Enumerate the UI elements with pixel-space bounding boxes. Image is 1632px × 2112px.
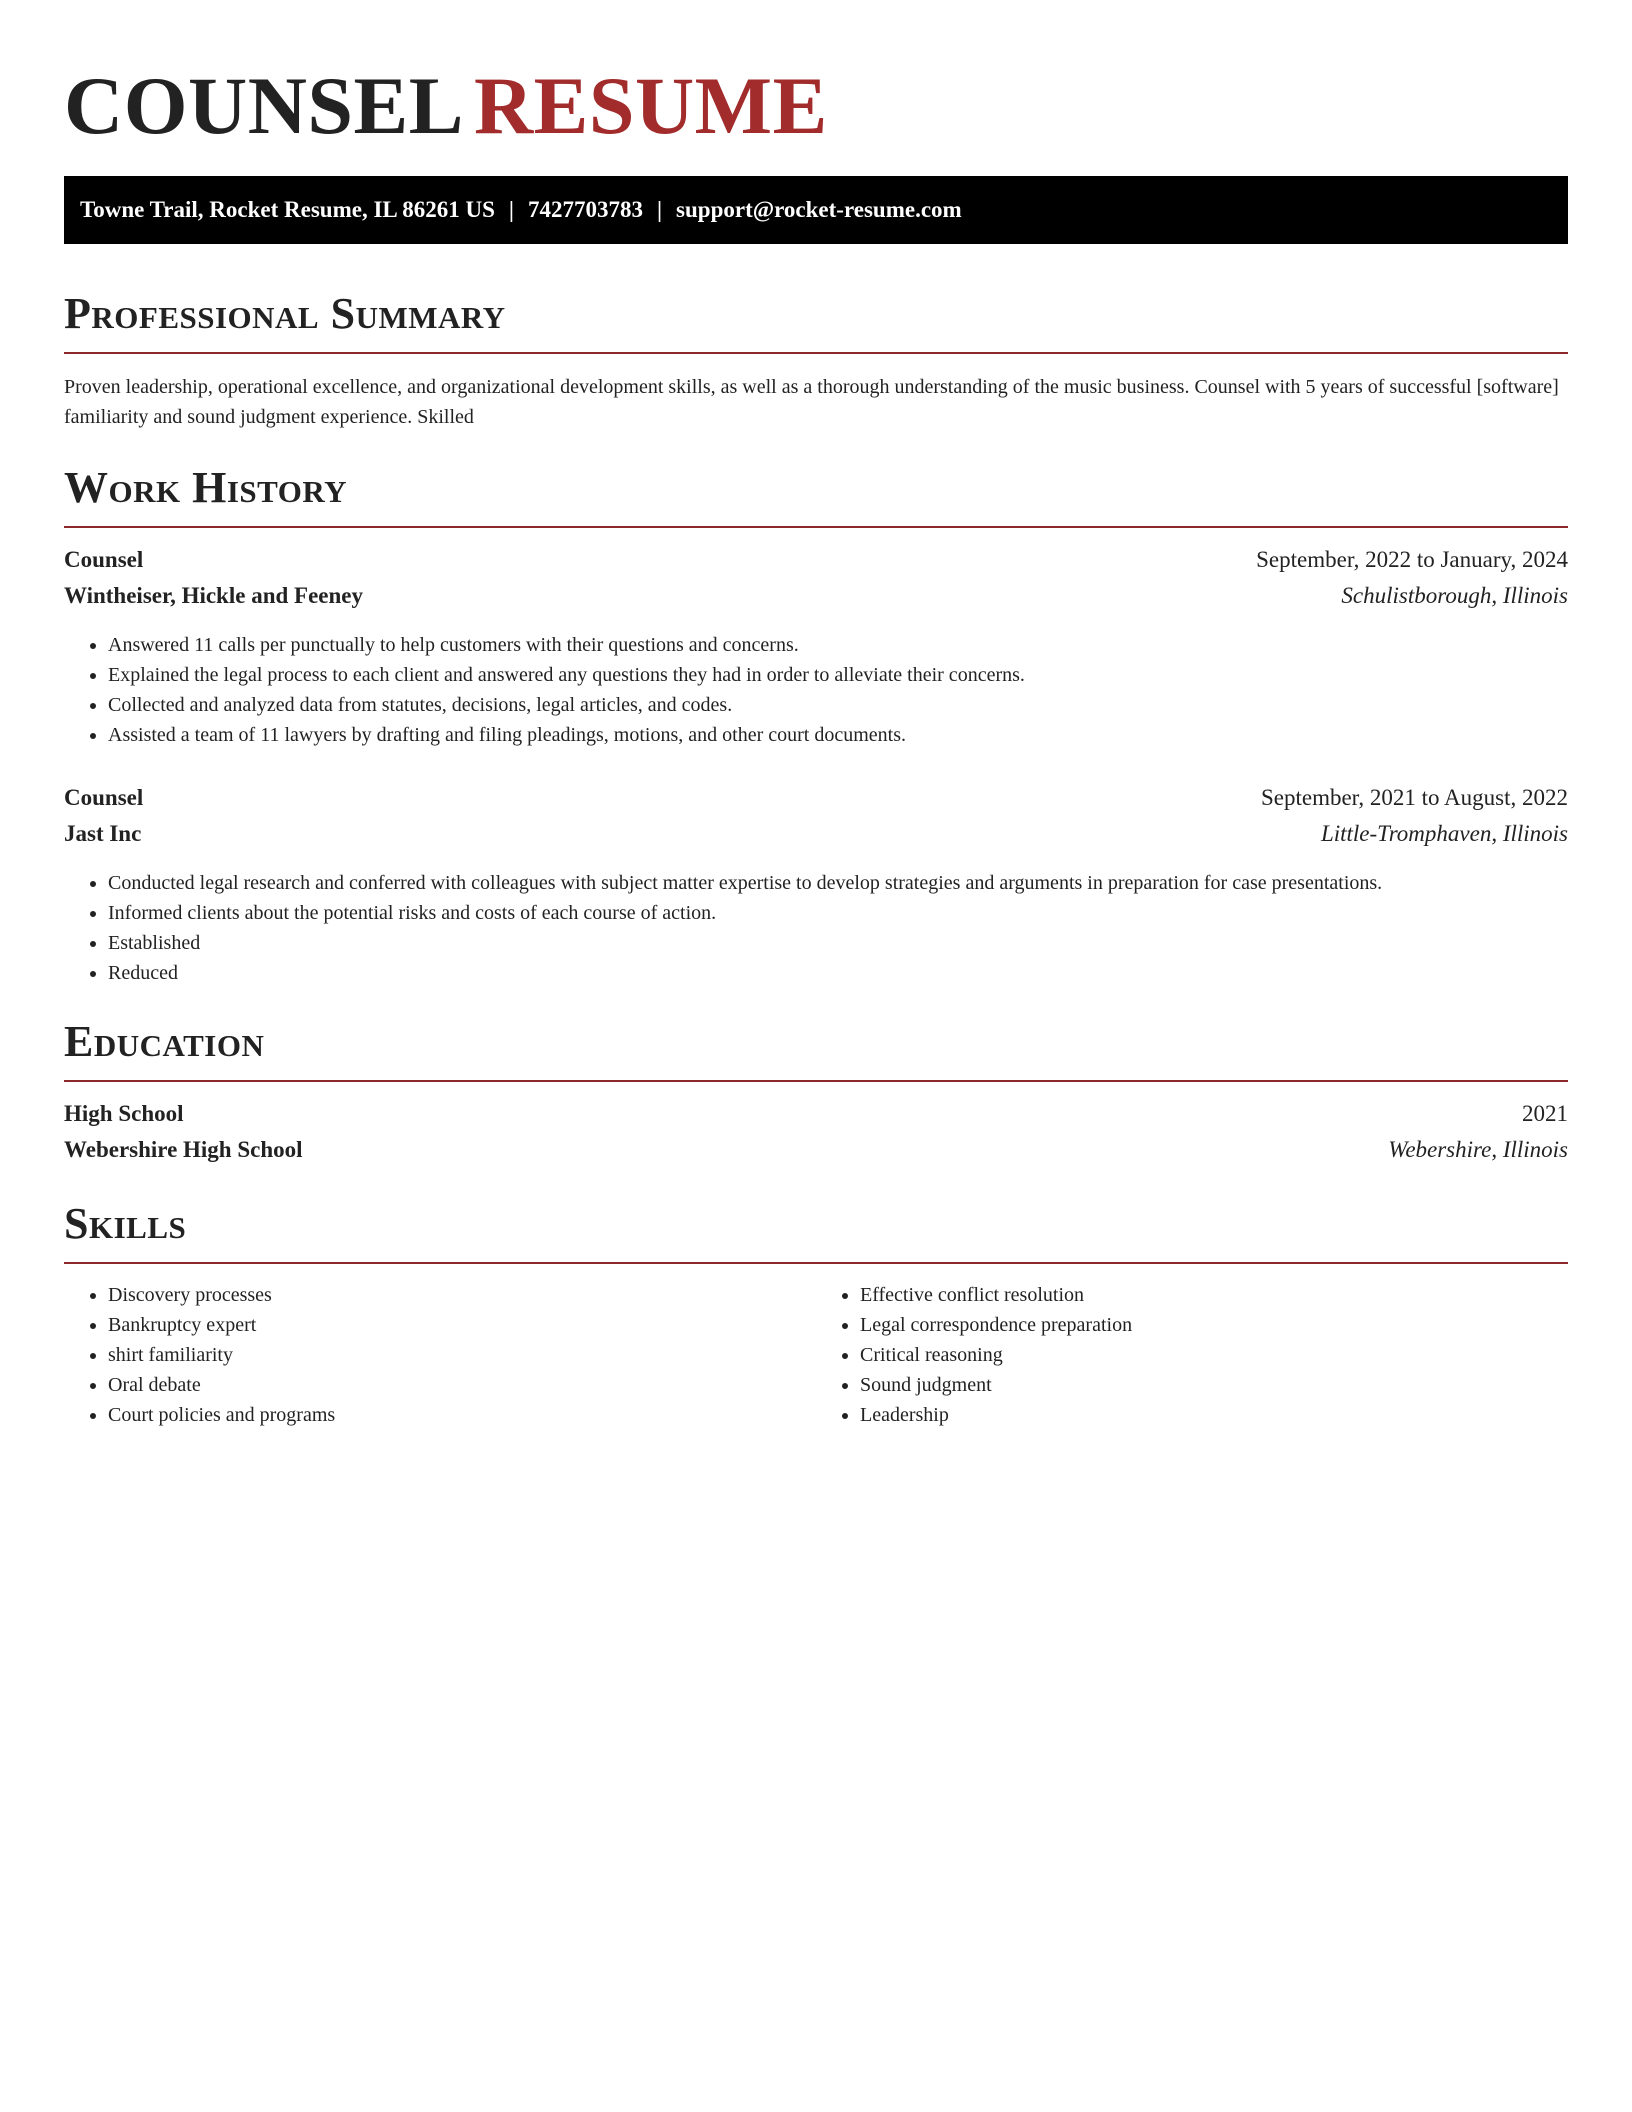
education-entry	[64, 1096, 1568, 1168]
job-title-row	[64, 780, 1568, 816]
job-location: Schulistborough, Illinois	[1341, 583, 1568, 608]
resume-title	[64, 0, 1568, 156]
skill-item: • shirt familiarity	[108, 1340, 816, 1370]
skill-item: • Court policies and programs	[108, 1400, 816, 1430]
education-school-row	[64, 1132, 1568, 1168]
contact-phone: 7427703783	[527, 197, 643, 222]
education-location: Webershire, Illinois	[1388, 1137, 1568, 1162]
work-history-heading: Work History	[64, 460, 1568, 528]
skill-item: • Sound judgment	[860, 1370, 1568, 1400]
job-dates: September, 2021 to August, 2022	[1260, 785, 1568, 810]
contact-separator: |	[508, 197, 514, 222]
skill-item: • Legal correspondence preparation	[860, 1310, 1568, 1340]
skills-list	[64, 1280, 816, 1430]
skill-item: • Oral debate	[108, 1370, 816, 1400]
education-year: 2021	[1522, 1101, 1568, 1126]
name-first: COUNSEL	[64, 60, 464, 151]
job-title: Counsel	[64, 785, 144, 810]
job-entry	[64, 780, 1568, 988]
job-bullet: • Explained the legal process to each client and answered any questions they had in order to alleviate their concerns.	[108, 660, 1568, 690]
job-bullet: • Conducted legal research and conferred with colleagues with subject matter expertise to develop strategies and arguments in preparation for case presentations.	[108, 868, 1568, 898]
skill-item: • Leadership	[860, 1400, 1568, 1430]
job-entry	[64, 542, 1568, 750]
contact-email: support@rocket-resume.com	[676, 197, 962, 222]
skill-item: • Effective conflict resolution	[860, 1280, 1568, 1310]
job-bullets	[64, 868, 1568, 988]
skills-column-left	[64, 1280, 816, 1430]
job-bullet: • Collected and analyzed data from statutes, decisions, legal articles, and codes.	[108, 690, 1568, 720]
education-degree: High School	[64, 1101, 184, 1126]
job-dates: September, 2022 to January, 2024	[1256, 547, 1568, 572]
skill-item: • Bankruptcy expert	[108, 1310, 816, 1340]
summary-heading: Professional Summary	[64, 286, 1568, 354]
skills-column-right	[816, 1280, 1568, 1430]
job-bullets	[64, 630, 1568, 750]
job-company: Wintheiser, Hickle and Feeney	[64, 583, 363, 608]
job-bullet: • Assisted a team of 11 lawyers by drafting and filing pleadings, motions, and other court documents.	[108, 720, 1568, 750]
skills-heading: Skills	[64, 1196, 1568, 1264]
job-company: Jast Inc	[64, 821, 142, 846]
skill-item: • Critical reasoning	[860, 1340, 1568, 1370]
name-last: RESUME	[473, 60, 828, 151]
education-heading: Education	[64, 1014, 1568, 1082]
skills-grid	[64, 1280, 1568, 1430]
job-bullet: • Answered 11 calls per punctually to help customers with their questions and concerns.	[108, 630, 1568, 660]
education-degree-row	[64, 1096, 1568, 1132]
contact-separator: |	[656, 197, 663, 222]
job-company-row	[64, 816, 1568, 852]
skills-list	[816, 1280, 1568, 1430]
education-school: Webershire High School	[64, 1137, 303, 1162]
contact-address: Towne Trail, Rocket Resume, IL 86261 US	[80, 197, 495, 222]
job-company-row	[64, 578, 1568, 614]
job-title-row	[64, 542, 1568, 578]
job-bullet: • Established	[108, 928, 1568, 958]
job-bullet: • Informed clients about the potential risks and costs of each course of action.	[108, 898, 1568, 928]
summary-text: Proven leadership, operational excellence, and organizational development skills, as well as a thorough understanding of the music business. Counsel with 5 years of successful [software] familiarity and sound judgment experience. Skilled	[64, 376, 1559, 428]
skill-item: • Discovery processes	[108, 1280, 816, 1310]
job-title: Counsel	[64, 547, 144, 572]
job-bullet: • Reduced	[108, 958, 1568, 988]
contact-bar	[64, 176, 1568, 244]
job-location: Little-Tromphaven, Illinois	[1320, 821, 1568, 846]
